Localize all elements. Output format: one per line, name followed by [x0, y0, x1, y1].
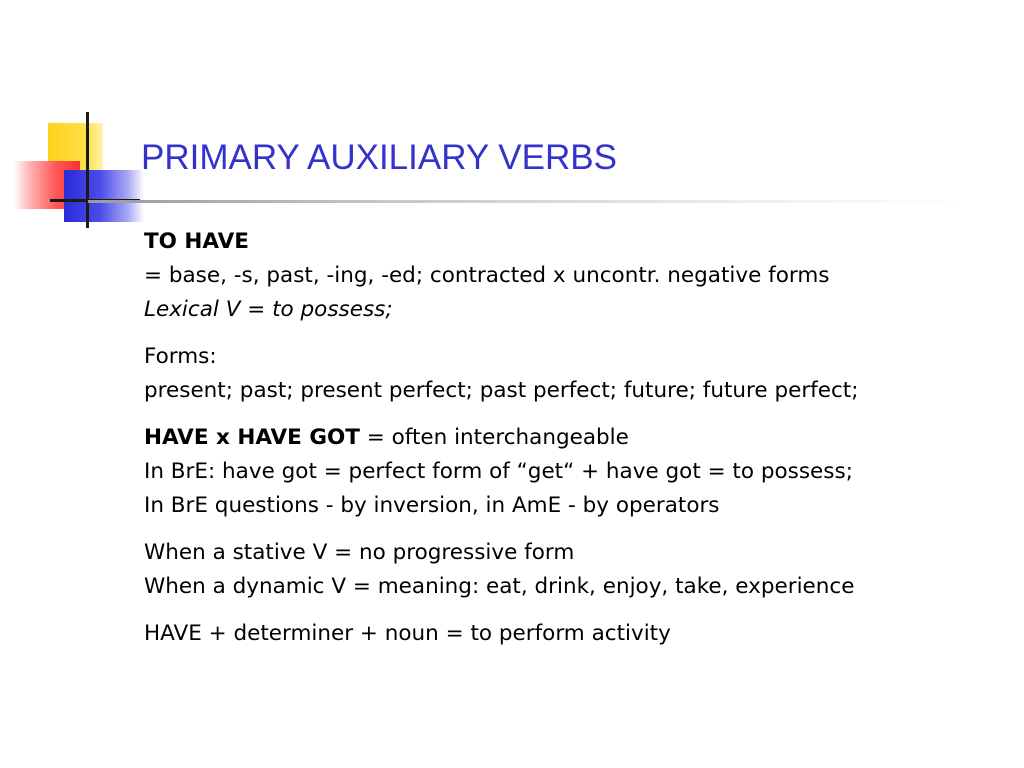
vertical-line [86, 112, 89, 228]
have-got-description: = often interchangeable [359, 425, 629, 450]
blue-square [64, 170, 144, 222]
slide-body [144, 225, 1014, 664]
paragraph-determiner [144, 617, 1014, 651]
determiner-line: HAVE + determiner + noun = to perform activity [144, 621, 671, 646]
title-underline [88, 200, 968, 203]
dynamic-line: When a dynamic V = meaning: eat, drink, enjoy, take, experience [144, 574, 855, 599]
paragraph-stative-dynamic [144, 536, 1014, 604]
paragraph-to-have [144, 225, 1014, 327]
stative-line: When a stative V = no progressive form [144, 540, 575, 565]
bre-have-got-line: In BrE: have got = perfect form of “get“ + have got = to possess; [144, 459, 853, 484]
to-have-heading: TO HAVE [144, 229, 249, 254]
slide-title: PRIMARY AUXILIARY VERBS [141, 138, 617, 177]
bre-questions-line: In BrE questions - by inversion, in AmE - by operators [144, 493, 720, 518]
forms-label: Forms: [144, 344, 217, 369]
have-got-heading: HAVE x HAVE GOT [144, 425, 360, 450]
lexical-verb-line: Lexical V = to possess; [144, 297, 393, 322]
have-got-line [144, 421, 1014, 455]
to-have-forms-line: = base, -s, past, -ing, -ed; contracted x uncontr. negative forms [144, 263, 830, 288]
paragraph-forms [144, 340, 1014, 408]
forms-list: present; past; present perfect; past perfect; future; future perfect; [144, 378, 859, 403]
paragraph-have-got [144, 421, 1014, 523]
decorative-squares-logo [0, 0, 140, 240]
